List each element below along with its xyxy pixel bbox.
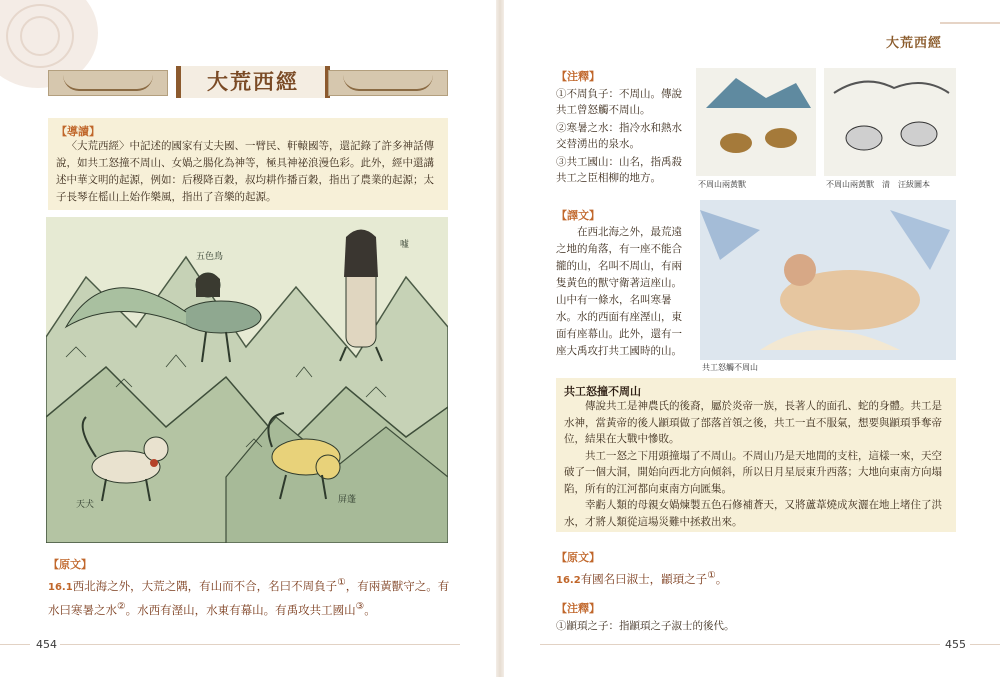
footer-rule (970, 644, 1000, 645)
intro-label: 【導讀】 (56, 125, 100, 138)
label-xu: 噓 (400, 240, 410, 250)
footer-rule (0, 644, 30, 645)
original-text-16-2 (556, 566, 956, 590)
note2-ref: ① (707, 570, 716, 581)
orig-seg-a: 西北海之外，大荒之隅，有山而不合，名曰不周負子 (72, 578, 338, 593)
banner-left-ornament (48, 70, 168, 96)
chapter-header: 大荒西經 (886, 36, 943, 51)
note-item: ①不周負子：不周山。傳說共工曾怒觸不周山。 (556, 88, 682, 116)
illustration-svg (46, 217, 448, 543)
yellow-beasts-painting (696, 68, 816, 176)
caption-painting2: 不周山兩黃獸 清 汪紱圖本 (826, 180, 930, 189)
original-text-label: 【原文】 (48, 558, 92, 571)
header-rule (940, 22, 1000, 24)
orig-seg-d: 。 (364, 602, 376, 617)
banner-right-ornament (328, 70, 448, 96)
translation-label: 【譯文】 (556, 209, 600, 222)
book-gutter (496, 0, 504, 677)
label-pingpeng: 屏蓬 (338, 495, 357, 505)
story-text (564, 398, 950, 530)
section-banner (48, 70, 448, 96)
page-number-right: 455 (945, 638, 966, 651)
story-title: 共工怒撞不周山 (564, 385, 641, 398)
note-ref-1: ① (337, 577, 346, 588)
story-paragraph: 傳說共工是神農氏的後裔，屬於炎帝一族，長著人的面孔、蛇的身體。共工是水神，當黃帝的後人顓頊做了部落首領之後，共工一直不服氣，想要與顓頊爭奪帝位，結果在大戰中慘敗。 (564, 400, 942, 445)
translation-text: 在西北海之外，最荒遠之地的角落，有一座不能合攏的山，名叫不周山，有兩隻黃色的獸守衛著這座山。山中有一條水，名叫寒暑水。水的西面有座溼山，東面有座幕山。此外，還有一座大禹攻打共工國時的山。 (556, 226, 682, 357)
original-text-16-1 (48, 573, 450, 620)
passage-number: 16.1 (48, 581, 73, 593)
note-item: ②寒暑之水：指冷水和熱水交替湧出的泉水。 (556, 122, 682, 150)
orig-seg-c: 。水西有溼山，水東有幕山。有禹攻共工國山 (125, 602, 356, 617)
footer-rule (60, 644, 460, 645)
section-title: 大荒西經 (176, 66, 330, 98)
caption-painting3: 共工怒觸不周山 (702, 363, 758, 372)
story-box (556, 378, 956, 532)
label-tianquan: 天犬 (76, 500, 95, 510)
intro-box (48, 118, 448, 210)
note-ref-2: ② (117, 600, 126, 612)
orig2-end: 。 (715, 571, 728, 586)
footer-rule (540, 644, 940, 645)
orig-seg-b: ，有兩黃獸守之。有水曰寒暑之水 (48, 578, 450, 617)
caption-painting1: 不周山兩黃獸 (698, 180, 746, 189)
note-ref-3: ③ (355, 600, 365, 612)
orig2-text: 有國名曰淑士，顓頊之子 (580, 571, 708, 586)
page-number-left: 454 (36, 638, 57, 651)
intro-text: 〈大荒西經〉中記述的國家有丈夫國、一臂民、軒轅國等，還記錄了許多神話傳說，如共工怒撞不周山、女媧之腸化為神等，極具神祕浪漫色彩。此外，經中還講述中華文明的起源，例如：后稷降百穀，叔均耕作播百穀，指出了農業的起源；太子長琴在榣山上始作樂風，指出了音樂的起源。 (56, 140, 434, 203)
notes-text-2: ①顓頊之子：指顓頊之子淑士的後代。 (556, 620, 735, 632)
painting2-svg (824, 68, 956, 176)
painting1-svg (696, 68, 816, 176)
passage-number-2: 16.2 (556, 574, 581, 586)
story-paragraph: 共工一怒之下用頭撞塌了不周山。不周山乃是天地間的支柱，這樣一來，天空破了一個大洞，開始向西北方向傾斜，所以日月星辰東升西落；大地向東南方向塌陷，所有的江河都向東南方向匯集。 (564, 449, 942, 495)
label-wuse-bird: 五色鳥 (196, 252, 224, 262)
wang-fu-beasts-print (824, 68, 956, 176)
gonggong-painting (700, 200, 956, 360)
notes-label-2: 【注釋】 (556, 602, 600, 615)
story-paragraph: 幸虧人類的母親女媧煉製五色石修補蒼天，又將蘆葦燒成灰灑在地上堵住了洪水，才將人類從這場災難中拯救出來。 (564, 499, 942, 528)
notes-list (556, 86, 686, 188)
original-text-label-2: 【原文】 (556, 551, 600, 564)
note-item: ③共工國山：山名，指禹殺共工之臣相柳的地方。 (556, 156, 682, 184)
painting3-svg (700, 200, 956, 360)
notes-label: 【注釋】 (556, 70, 600, 83)
mythical-beasts-illustration (46, 217, 448, 543)
